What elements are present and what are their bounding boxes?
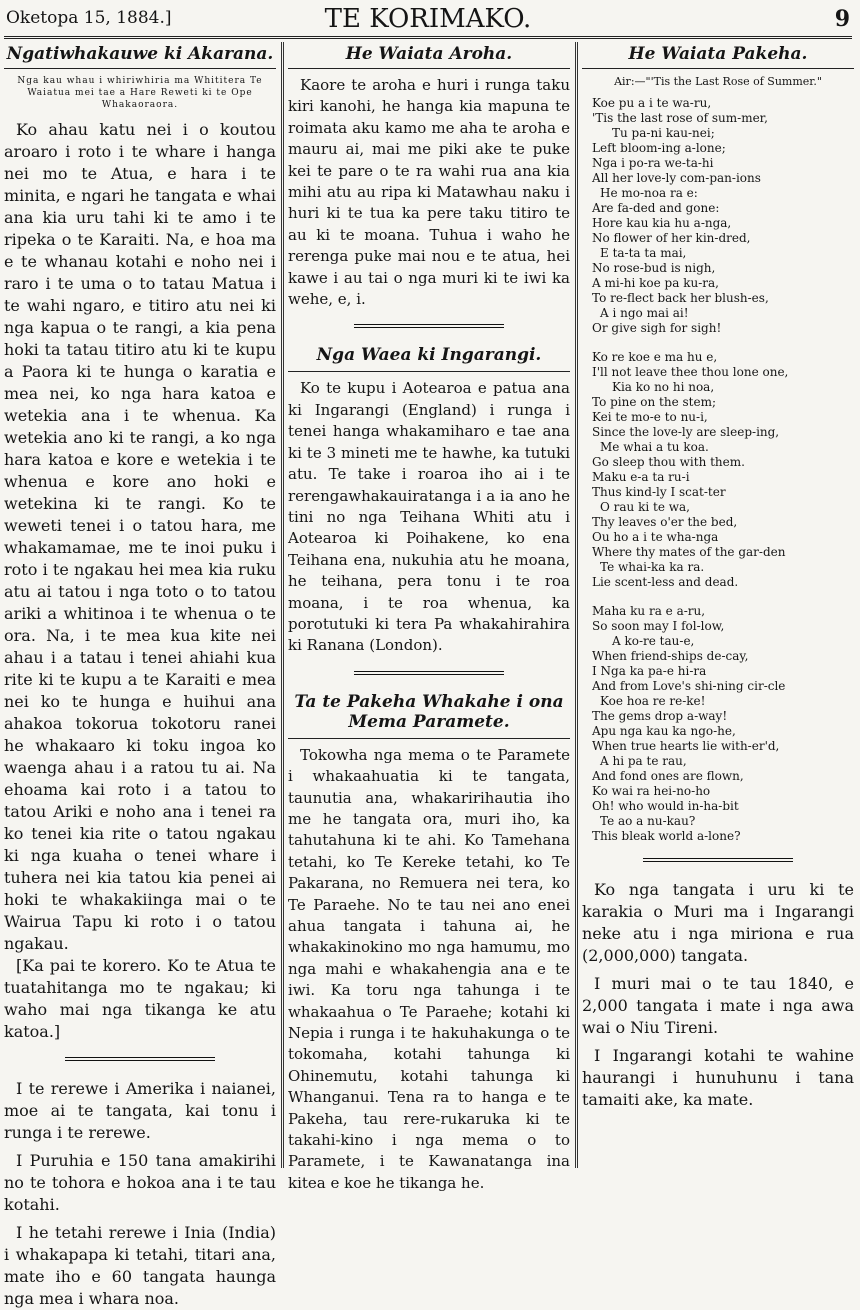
song-line: Or give sigh for sigh! [592,321,722,335]
song-line: All her love-ly com-pan-ions [592,171,761,185]
song-line: The gems drop a-way! [592,709,728,723]
song-line: Thy leaves o'er the bed, [592,515,738,529]
article-title: Ta te Pakeha Whakahe i ona Mema Paramete. [294,691,564,732]
song-line: Are fa-ded and gone: [592,201,720,215]
song-line: To re-flect back her blush-es, [592,291,769,305]
news-item: I te rerewe i Amerika i naianei, moe ai te tangata, kai tonu i runga i te rerewe. [4,1079,276,1142]
song-line: I Nga ka pa-e hi-ra [592,664,707,678]
song-stanza [582,350,854,590]
article-paragraph: Ko ahau katu nei i o koutou aroaro i roto i te whare i hanga nei mo te Atua, e hara i te minita, e ngari he tangata e whai ana kia uru tahi ki te amo i te ripeka o te Karaiti. Na, e hoa ma e te whanau kotahi e noho nei i raro i te uma o to tatau Matua i te wahi ngaro, e titiro atu nei ki nga kapua o te rangi, a kia pena hoki ta tatau titiro atu ki te kupu a Paora ki te hunga o karatia e mea nei, ko nga hara katoa e wetekia ana i te whenua. Ka wetekia ano ki te rangi, a ko nga hara katoa e kore e wetekia i te whenua e kore ano hoki e wetekina ki te rangi. Ko te weweti tenei i o tatou hara, me whakamamae, me te inoi puku i roto i te ngakau hei mea kia ruku atu ai tatou i nga toto o to tatou ariki a whitinoa i te whenua o te ora. Na, i te mea kua kite nei ahau i a tatau i tenei ahiahi kua rite ki te kupu a te Karaiti e mea nei ko te hunga e huihui ana ahakoa tokorua tokotoru ranei he whakaaro ki toku ingoa ko waenga ahau i a ratou tu ai. Na ehoama kai roto i a tatou to tatou Ariki e noho ana i tenei ra ko tenei kia rite o tatou ngakau ki nga kuaha o tenei whare i tuhera nei kia tatou kia penei ai hoki te whakakiinga mai o te Wairua Tapu ki roto i o tatou ngakau. [4,120,276,953]
section-divider [354,671,504,676]
song-line: E ta-ta ta mai, [600,246,687,260]
song-line: A hi pa te rau, [600,754,687,768]
song-line: Hore kau kia hu a-nga, [592,216,732,230]
issue-date: Oketopa 15, 1884.] [6,8,172,28]
song-line: When true hearts lie with-er'd, [592,739,780,753]
song-line: Kei te mo-e to nu-i, [592,410,708,424]
song-line: Tu pa-ni kau-nei; [612,126,715,140]
song-line: Te whai-ka ka ra. [600,560,705,574]
news-item: I Puruhia e 150 tana amakirihi no te tohora e hokoa ana i te tau kotahi. [4,1151,276,1214]
section-divider [65,1057,215,1062]
newspaper-title: TE KORIMAKO. [324,4,532,34]
song-line: Maku e-a ta ru-i [592,470,690,484]
song-stanzas [582,96,854,844]
song-line: And fond ones are flown, [592,769,744,783]
song-line: And from Love's shi-ning cir-cle [592,679,786,693]
column-3 [582,42,854,1168]
song-line: So soon may I fol-low, [592,619,725,633]
article-paragraph: Kaore te aroha e huri i runga taku kiri kanohi, he hanga kia mapuna te roimata aku kamo me aha te aroha e mauru ai, mai me piki ake te puke kei te pare o te ra wahi rua ana kia mihi atu au ripa ki Matawhau naku i huri ki te tua ka pere taku titiro te au ki te moana. Tuhua i waho he rerenga puke mai nou e te atua, hei kawe i au tai o nga muri ki te iwi ka wehe, e, i. [288,76,570,309]
song-line: Where thy mates of the gar-den [592,545,786,559]
article-paragraph: Tokowha nga mema o te Paramete i whakaahuatia ki te tangata, taunutia ana, whakaririhautia iho me he tangata ora, muri iho, ka tahutahuna ki te ahi. Ko Tamehana tetahi, ko Te Kereke tetahi, ko Te Pakarana, no Remuera nei tera, ko Te Paraehe. No te tau nei ano enei ahua tangata i tahuna ai, he whakakinokino mo nga hamumu, mo nga mahi e whakahengia ana e te iwi. Ka toru nga tahunga i te whakaahua o Te Paraehe; kotahi ki Nepia i runga i te hakuhakunga o te tokomaha, kotahi tahunga ki Ohinemutu, kotahi tahunga ki Whanganui. Tena ra to hanga e te Pakeha, tau rere-rukaruka ki te takahi-kino i nga mema o to Paramete, i te Kawanatanga ina kitea e koe he tikanga he. [288,745,570,1192]
song-line: A ko-re tau-e, [612,634,695,648]
page-header [6,4,850,34]
section-divider [354,324,504,329]
song-line: No rose-bud is nigh, [592,261,716,275]
song-line: Koe hoa re re-ke! [600,694,706,708]
article-title: Ngatiwhakauwe ki Akarana. [4,44,276,69]
column-rule-2 [575,42,578,1168]
song-line: When friend-ships de-cay, [592,649,749,663]
song-line: O rau ki te wa, [600,500,690,514]
song-line: Ou ho a i te wha-nga [592,530,719,544]
song-line: Kia ko no hi noa, [612,380,715,394]
column-rule-1 [281,42,284,1168]
song-title: He Waiata Pakeha. [582,44,854,69]
song-stanza [582,604,854,844]
song-air: Air:—"'Tis the Last Rose of Summer." [614,75,822,88]
song-line: No flower of her kin-dred, [592,231,751,245]
song-line: Maha ku ra e a-ru, [592,604,706,618]
song-line: He mo-noa ra e: [600,186,698,200]
song-line: Ko wai ra hei-no-ho [592,784,711,798]
song-stanza [582,96,854,336]
news-item: I muri mai o te tau 1840, e 2,000 tangata i mate i nga awa wai o Niu Tireni. [582,974,854,1037]
song-line: Left bloom-ing a-lone; [592,141,726,155]
page-number: 9 [834,6,850,32]
news-item: Ko nga tangata i uru ki te karakia o Muri ma i Ingarangi neke atu i nga miriona e rua (2,000,000) tangata. [582,880,854,965]
song-line: This bleak world a-lone? [592,829,741,843]
editor-note: [Ka pai te korero. Ko te Atua te tuatahitanga mo te ngakau; ki waho mai nga tikanga ke atu katoa.] [4,956,276,1041]
article-paragraph: Ko te kupu i Aotearoa e patua ana ki Ingarangi (England) i runga i tenei hanga whakamiharo e tae ana ki te 3 mineti me te hawhe, ka tutuki atu. Te take i roaroa iho ai i te rerengawhakauiratanga i a ia ano he tini no nga Teihana Whiti atu i Aotearoa ki Poihakene, ko ena Teihana ena, nukuhia atu he moana, he teihana, pera tonu i te roa moana, i te roa whenua, ka porotutuki ki tera Pa whakahirahira ki Ranana (London). [288,379,570,655]
song-line: Nga i po-ra we-ta-hi [592,156,714,170]
section-divider [643,858,793,863]
song-line: Go sleep thou with them. [592,455,745,469]
song-line: Oh! who would in-ha-bit [592,799,739,813]
news-item: I he tetahi rerewe i Inia (India) i whakapapa ki tetahi, titari ana, mate iho e 60 tangata haunga nga mea i whara noa. [4,1223,276,1308]
article-title: He Waiata Aroha. [288,44,570,69]
column-1 [4,42,276,1308]
song-line: Ko re koe e ma hu e, [592,350,718,364]
header-rule [4,36,852,39]
song-line: Since the love-ly are sleep-ing, [592,425,780,439]
song-line: Lie scent-less and dead. [592,575,739,589]
song-line: To pine on the stem; [592,395,717,409]
song-line: 'Tis the last rose of sum-mer, [592,111,768,125]
song-line: I'll not leave thee thou lone one, [592,365,789,379]
song-line: Thus kind-ly I scat-ter [592,485,726,499]
song-line: Me whai a tu koa. [600,440,709,454]
news-item: I Ingarangi kotahi te wahine haurangi i hunuhunu i tana tamaiti ake, ka mate. [582,1046,854,1109]
column-2 [288,42,570,1192]
song-line: Te ao a nu-kau? [600,814,696,828]
article-subtitle: Nga kau whau i whiriwhiria ma Whititera Te Waiatua mei tae a Hare Reweti ki te Ope Whakaoraora. [17,76,263,110]
article-title: Nga Waea ki Ingarangi. [316,345,542,366]
song-line: Koe pu a i te wa-ru, [592,96,712,110]
song-line: A i ngo mai ai! [600,306,689,320]
song-line: A mi-hi koe pa ku-ra, [592,276,719,290]
song-line: Apu nga kau ka ngo-he, [592,724,736,738]
